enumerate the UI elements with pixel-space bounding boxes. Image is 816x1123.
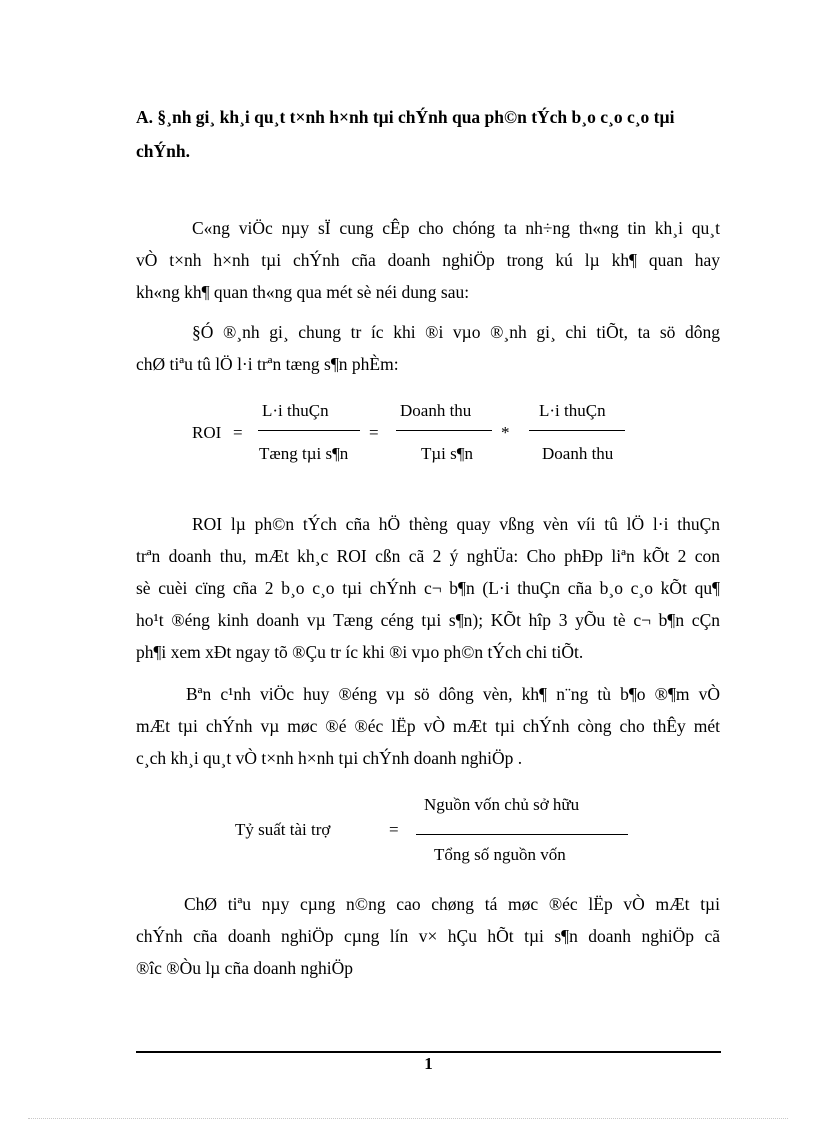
fraction-denominator: Tµi s¶n: [421, 444, 473, 463]
paragraph-line: kh«ng kh¶ quan th«ng qua mét sè néi dung sau:: [136, 282, 470, 302]
paragraph-line: ROI lµ ph©n tÝch cña hÖ thèng quay vßng vèn víi tû lÖ l·i thuÇn: [192, 514, 720, 534]
roi-label: ROI: [192, 423, 222, 442]
equals-sign: =: [369, 423, 379, 442]
paragraph-line: C«ng viÖc nµy sÏ cung cÊp cho chóng ta nh÷ng th«ng tin kh¸i qu¸t: [192, 218, 720, 238]
equals-sign: =: [389, 820, 399, 839]
heading-line-1: A. §¸nh gi¸ kh¸i qu¸t t×nh h×nh tµi chÝnh qua ph©n tÝch b¸o c¸o c¸o tµi: [136, 107, 675, 127]
paragraph-conclusion: [136, 888, 720, 984]
paragraph-line: chÝnh cña doanh nghiÖp cµng lín v× hÇu hÕt tµi s¶n doanh nghiÖp cã: [136, 926, 720, 946]
paragraph-line: Bªn c¹nh viÖc huy ®éng vµ sö dông vèn, kh¶ n¨ng tù b¶o ®¶m vÒ: [186, 684, 720, 704]
paragraph-line: trªn doanh thu, mÆt kh¸c ROI cßn cã 2 ý nghÜa: Cho phÐp liªn kÕt 2 con: [136, 546, 720, 566]
paragraph-line: mÆt tµi chÝnh vµ møc ®é ®éc lËp vÒ mÆt tµi chÝnh còng cho thÊy mét: [136, 716, 720, 736]
paragraph-line: ®îc ®Òu lµ cña doanh nghiÖp: [136, 958, 353, 978]
paragraph-line: c¸ch kh¸i qu¸t vÒ t×nh h×nh tµi chÝnh doanh nghiÖp .: [136, 748, 523, 768]
heading-line-2: chÝnh.: [136, 141, 190, 161]
fraction-denominator: Tæng tµi s¶n: [259, 444, 349, 463]
fraction-bar: [416, 834, 628, 835]
footer-divider: [136, 1051, 721, 1053]
paragraph-line: sè cuèi cïng cña 2 b¸o c¸o tµi chÝnh c¬ b¶n (L·i thuÇn cña b¸o c¸o kÕt qu¶: [136, 578, 720, 598]
page-number: 1: [424, 1054, 433, 1073]
fraction-numerator: Doanh thu: [400, 401, 472, 420]
multiply-sign: *: [501, 423, 510, 442]
fraction-numerator: L·i thuÇn: [262, 401, 329, 420]
fraction-denominator: Doanh thu: [542, 444, 614, 463]
ratio-label: Tỷ suất tài trợ: [235, 820, 331, 839]
page-bottom-border: [28, 1118, 788, 1119]
paragraph-line: vÒ t×nh h×nh tµi chÝnh cña doanh nghiÖp trong kú lµ kh¶ quan hay: [136, 250, 720, 270]
fraction-numerator: Nguồn vốn chủ sở hữu: [424, 795, 580, 814]
paragraph-line: ho¹t ®éng kinh doanh vµ Tæng céng tµi s¶n); KÕt hîp 3 yÕu tè c¬ b¶n cÇn: [136, 610, 720, 630]
paragraph-line: ChØ tiªu nµy cµng n©ng cao chøng tá møc ®éc lËp vÒ mÆt tµi: [184, 894, 720, 914]
paragraph-line: chØ tiªu tû lÖ l·i trªn tæng s¶n phÈm:: [136, 354, 399, 374]
paragraph-line: ph¶i xem xÐt ngay tõ ®Çu tr íc khi ®i vµo ph©n tÝch chi tiÕt.: [136, 642, 584, 662]
equals-sign: =: [233, 423, 243, 442]
fraction-denominator: Tổng số nguồn vốn: [434, 845, 566, 864]
fraction-numerator: L·i thuÇn: [539, 401, 606, 420]
paragraph-line: §Ó ®¸nh gi¸ chung tr íc khi ®i vµo ®¸nh gi¸ chi tiÕt, ta sö dông: [192, 322, 720, 342]
